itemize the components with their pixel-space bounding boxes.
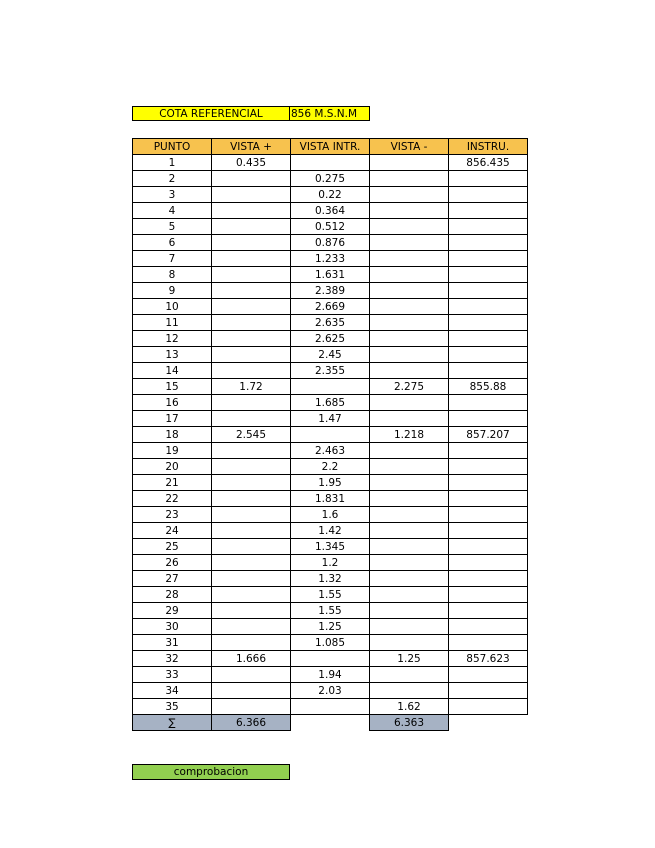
punto-cell[interactable]: 33 [133, 667, 212, 683]
table-row [133, 555, 528, 571]
vista-mas-cell[interactable] [212, 347, 291, 363]
vista-menos-cell[interactable]: 1.25 [370, 651, 449, 667]
punto-cell[interactable]: 1 [133, 155, 212, 171]
instru-cell[interactable] [449, 699, 528, 715]
sum-vista-menos[interactable]: 6.363 [370, 715, 449, 731]
instru-cell[interactable] [449, 171, 528, 187]
table-row [133, 459, 528, 475]
vista-mas-cell[interactable] [212, 523, 291, 539]
vista-intr-cell[interactable] [291, 155, 370, 171]
vista-mas-cell[interactable] [212, 443, 291, 459]
punto-cell[interactable]: 29 [133, 603, 212, 619]
table-row [133, 155, 528, 171]
vista-intr-cell[interactable]: 1.345 [291, 539, 370, 555]
instru-cell[interactable] [449, 411, 528, 427]
instru-cell[interactable] [449, 683, 528, 699]
vista-menos-cell[interactable] [370, 603, 449, 619]
header-vista-menos[interactable]: VISTA - [370, 139, 449, 155]
vista-menos-cell[interactable] [370, 187, 449, 203]
vista-intr-cell[interactable] [291, 427, 370, 443]
vista-intr-cell[interactable]: 1.94 [291, 667, 370, 683]
vista-menos-cell[interactable] [370, 171, 449, 187]
vista-intr-cell[interactable]: 2.2 [291, 459, 370, 475]
leveling-table [132, 138, 528, 731]
vista-intr-cell[interactable]: 1.085 [291, 635, 370, 651]
vista-mas-cell[interactable] [212, 283, 291, 299]
instru-cell[interactable]: 856.435 [449, 155, 528, 171]
vista-menos-cell[interactable] [370, 555, 449, 571]
vista-menos-cell[interactable] [370, 219, 449, 235]
instru-cell[interactable]: 857.207 [449, 427, 528, 443]
vista-menos-cell[interactable] [370, 411, 449, 427]
vista-intr-cell[interactable]: 0.876 [291, 235, 370, 251]
punto-cell[interactable]: 5 [133, 219, 212, 235]
instru-cell[interactable] [449, 571, 528, 587]
instru-cell[interactable] [449, 347, 528, 363]
vista-mas-cell[interactable] [212, 203, 291, 219]
table-row [133, 635, 528, 651]
instru-cell[interactable] [449, 299, 528, 315]
vista-mas-cell[interactable] [212, 507, 291, 523]
table-row [133, 171, 528, 187]
instru-cell[interactable] [449, 619, 528, 635]
cota-referencial [132, 106, 370, 121]
punto-cell[interactable]: 32 [133, 651, 212, 667]
vista-intr-cell[interactable]: 0.364 [291, 203, 370, 219]
vista-mas-cell[interactable] [212, 699, 291, 715]
vista-mas-cell[interactable] [212, 267, 291, 283]
punto-cell[interactable]: 35 [133, 699, 212, 715]
vista-mas-cell[interactable] [212, 315, 291, 331]
instru-cell[interactable] [449, 235, 528, 251]
vista-menos-cell[interactable] [370, 683, 449, 699]
vista-menos-cell[interactable] [370, 491, 449, 507]
table-row [133, 651, 528, 667]
vista-menos-cell[interactable]: 1.62 [370, 699, 449, 715]
vista-intr-cell[interactable] [291, 651, 370, 667]
vista-intr-cell[interactable]: 1.631 [291, 267, 370, 283]
vista-intr-cell[interactable]: 0.22 [291, 187, 370, 203]
comprobacion-cell[interactable]: comprobacion [132, 764, 290, 780]
table-row [133, 219, 528, 235]
vista-intr-cell[interactable]: 1.32 [291, 571, 370, 587]
punto-cell[interactable]: 30 [133, 619, 212, 635]
table-row [133, 299, 528, 315]
vista-intr-cell[interactable]: 1.95 [291, 475, 370, 491]
instru-cell[interactable] [449, 395, 528, 411]
instru-cell[interactable] [449, 459, 528, 475]
instru-cell[interactable] [449, 635, 528, 651]
table-row [133, 363, 528, 379]
vista-menos-cell[interactable] [370, 283, 449, 299]
instru-cell[interactable] [449, 667, 528, 683]
vista-menos-cell[interactable] [370, 299, 449, 315]
vista-menos-cell[interactable] [370, 635, 449, 651]
vista-intr-cell[interactable]: 2.463 [291, 443, 370, 459]
punto-cell[interactable]: 14 [133, 363, 212, 379]
punto-cell[interactable]: 25 [133, 539, 212, 555]
sum-instru [449, 715, 528, 731]
punto-cell[interactable]: 10 [133, 299, 212, 315]
sum-row [133, 715, 528, 731]
vista-intr-cell[interactable]: 2.389 [291, 283, 370, 299]
instru-cell[interactable] [449, 507, 528, 523]
header-instru[interactable]: INSTRU. [449, 139, 528, 155]
instru-cell[interactable] [449, 587, 528, 603]
table-row [133, 571, 528, 587]
instru-cell[interactable] [449, 443, 528, 459]
header-vista-intr[interactable]: VISTA INTR. [291, 139, 370, 155]
vista-intr-cell[interactable]: 1.2 [291, 555, 370, 571]
vista-mas-cell[interactable] [212, 459, 291, 475]
vista-mas-cell[interactable] [212, 475, 291, 491]
vista-mas-cell[interactable] [212, 171, 291, 187]
punto-cell[interactable]: 20 [133, 459, 212, 475]
vista-intr-cell[interactable]: 2.625 [291, 331, 370, 347]
table-row [133, 427, 528, 443]
vista-intr-cell[interactable] [291, 379, 370, 395]
vista-mas-cell[interactable]: 2.545 [212, 427, 291, 443]
table-row [133, 379, 528, 395]
punto-cell[interactable]: 26 [133, 555, 212, 571]
table-row [133, 235, 528, 251]
vista-intr-cell[interactable]: 2.669 [291, 299, 370, 315]
vista-mas-cell[interactable] [212, 411, 291, 427]
punto-cell[interactable]: 21 [133, 475, 212, 491]
table-row [133, 619, 528, 635]
vista-menos-cell[interactable] [370, 251, 449, 267]
vista-mas-cell[interactable] [212, 571, 291, 587]
punto-cell[interactable]: 22 [133, 491, 212, 507]
cota-value[interactable]: 856 M.S.N.M [290, 106, 370, 121]
table-row [133, 507, 528, 523]
vista-menos-cell[interactable] [370, 523, 449, 539]
sum-symbol[interactable]: ∑ [133, 715, 212, 731]
punto-cell[interactable]: 18 [133, 427, 212, 443]
vista-menos-cell[interactable] [370, 395, 449, 411]
header-vista-mas[interactable]: VISTA + [212, 139, 291, 155]
instru-cell[interactable] [449, 219, 528, 235]
instru-cell[interactable]: 855.88 [449, 379, 528, 395]
punto-cell[interactable]: 34 [133, 683, 212, 699]
instru-cell[interactable] [449, 331, 528, 347]
instru-cell[interactable] [449, 283, 528, 299]
vista-menos-cell[interactable] [370, 267, 449, 283]
punto-cell[interactable]: 27 [133, 571, 212, 587]
punto-cell[interactable]: 6 [133, 235, 212, 251]
vista-intr-cell[interactable]: 2.635 [291, 315, 370, 331]
vista-mas-cell[interactable] [212, 539, 291, 555]
punto-cell[interactable]: 9 [133, 283, 212, 299]
table-row [133, 683, 528, 699]
table-row [133, 667, 528, 683]
vista-mas-cell[interactable] [212, 395, 291, 411]
table-row [133, 523, 528, 539]
vista-intr-cell[interactable] [291, 699, 370, 715]
punto-cell[interactable]: 12 [133, 331, 212, 347]
table-row [133, 283, 528, 299]
vista-menos-cell[interactable] [370, 347, 449, 363]
table-row [133, 395, 528, 411]
punto-cell[interactable]: 7 [133, 251, 212, 267]
table-row [133, 491, 528, 507]
vista-mas-cell[interactable] [212, 187, 291, 203]
table-row [133, 267, 528, 283]
vista-mas-cell[interactable] [212, 603, 291, 619]
punto-cell[interactable]: 24 [133, 523, 212, 539]
instru-cell[interactable] [449, 251, 528, 267]
vista-menos-cell[interactable] [370, 507, 449, 523]
punto-cell[interactable]: 28 [133, 587, 212, 603]
instru-cell[interactable] [449, 475, 528, 491]
vista-mas-cell[interactable] [212, 219, 291, 235]
instru-cell[interactable]: 857.623 [449, 651, 528, 667]
vista-menos-cell[interactable]: 2.275 [370, 379, 449, 395]
table-row [133, 203, 528, 219]
table-row [133, 315, 528, 331]
header-row [133, 139, 528, 155]
vista-mas-cell[interactable] [212, 491, 291, 507]
table-row [133, 603, 528, 619]
table-row [133, 539, 528, 555]
vista-intr-cell[interactable]: 1.55 [291, 587, 370, 603]
punto-cell[interactable]: 31 [133, 635, 212, 651]
instru-cell[interactable] [449, 603, 528, 619]
vista-menos-cell[interactable]: 1.218 [370, 427, 449, 443]
vista-intr-cell[interactable]: 0.512 [291, 219, 370, 235]
vista-mas-cell[interactable] [212, 331, 291, 347]
punto-cell[interactable]: 4 [133, 203, 212, 219]
vista-intr-cell[interactable]: 2.03 [291, 683, 370, 699]
vista-menos-cell[interactable] [370, 443, 449, 459]
punto-cell[interactable]: 15 [133, 379, 212, 395]
table-row [133, 251, 528, 267]
instru-cell[interactable] [449, 539, 528, 555]
vista-intr-cell[interactable]: 1.25 [291, 619, 370, 635]
punto-cell[interactable]: 11 [133, 315, 212, 331]
instru-cell[interactable] [449, 555, 528, 571]
punto-cell[interactable]: 23 [133, 507, 212, 523]
cota-label[interactable]: COTA REFERENCIAL [132, 106, 290, 121]
instru-cell[interactable] [449, 187, 528, 203]
vista-menos-cell[interactable] [370, 571, 449, 587]
instru-cell[interactable] [449, 315, 528, 331]
vista-menos-cell[interactable] [370, 203, 449, 219]
vista-menos-cell[interactable] [370, 459, 449, 475]
instru-cell[interactable] [449, 523, 528, 539]
punto-cell[interactable]: 8 [133, 267, 212, 283]
vista-mas-cell[interactable] [212, 587, 291, 603]
vista-mas-cell[interactable] [212, 299, 291, 315]
table-row [133, 699, 528, 715]
vista-intr-cell[interactable]: 1.55 [291, 603, 370, 619]
vista-mas-cell[interactable] [212, 363, 291, 379]
table-row [133, 331, 528, 347]
table-row [133, 411, 528, 427]
table-row [133, 587, 528, 603]
punto-cell[interactable]: 16 [133, 395, 212, 411]
vista-menos-cell[interactable] [370, 475, 449, 491]
punto-cell[interactable]: 19 [133, 443, 212, 459]
punto-cell[interactable]: 17 [133, 411, 212, 427]
vista-menos-cell[interactable] [370, 587, 449, 603]
punto-cell[interactable]: 3 [133, 187, 212, 203]
vista-menos-cell[interactable] [370, 235, 449, 251]
vista-menos-cell[interactable] [370, 539, 449, 555]
vista-menos-cell[interactable] [370, 315, 449, 331]
vista-mas-cell[interactable]: 1.666 [212, 651, 291, 667]
table-row [133, 187, 528, 203]
vista-mas-cell[interactable] [212, 635, 291, 651]
instru-cell[interactable] [449, 267, 528, 283]
instru-cell[interactable] [449, 491, 528, 507]
instru-cell[interactable] [449, 203, 528, 219]
vista-menos-cell[interactable] [370, 363, 449, 379]
sum-vista-mas[interactable]: 6.366 [212, 715, 291, 731]
vista-mas-cell[interactable] [212, 667, 291, 683]
table-row [133, 443, 528, 459]
vista-intr-cell[interactable]: 1.47 [291, 411, 370, 427]
vista-menos-cell[interactable] [370, 619, 449, 635]
vista-intr-cell[interactable]: 1.233 [291, 251, 370, 267]
sum-vista-intr [291, 715, 370, 731]
vista-intr-cell[interactable]: 2.45 [291, 347, 370, 363]
vista-intr-cell[interactable]: 0.275 [291, 171, 370, 187]
vista-menos-cell[interactable] [370, 667, 449, 683]
vista-mas-cell[interactable] [212, 619, 291, 635]
table-row [133, 347, 528, 363]
vista-mas-cell[interactable]: 0.435 [212, 155, 291, 171]
vista-mas-cell[interactable] [212, 555, 291, 571]
punto-cell[interactable]: 2 [133, 171, 212, 187]
vista-mas-cell[interactable] [212, 235, 291, 251]
punto-cell[interactable]: 13 [133, 347, 212, 363]
vista-intr-cell[interactable]: 1.831 [291, 491, 370, 507]
table-row [133, 475, 528, 491]
header-punto[interactable]: PUNTO [133, 139, 212, 155]
instru-cell[interactable] [449, 363, 528, 379]
vista-intr-cell[interactable]: 1.42 [291, 523, 370, 539]
vista-intr-cell[interactable]: 1.685 [291, 395, 370, 411]
vista-intr-cell[interactable]: 1.6 [291, 507, 370, 523]
vista-menos-cell[interactable] [370, 331, 449, 347]
vista-mas-cell[interactable] [212, 251, 291, 267]
vista-mas-cell[interactable]: 1.72 [212, 379, 291, 395]
vista-mas-cell[interactable] [212, 683, 291, 699]
vista-intr-cell[interactable]: 2.355 [291, 363, 370, 379]
vista-menos-cell[interactable] [370, 155, 449, 171]
